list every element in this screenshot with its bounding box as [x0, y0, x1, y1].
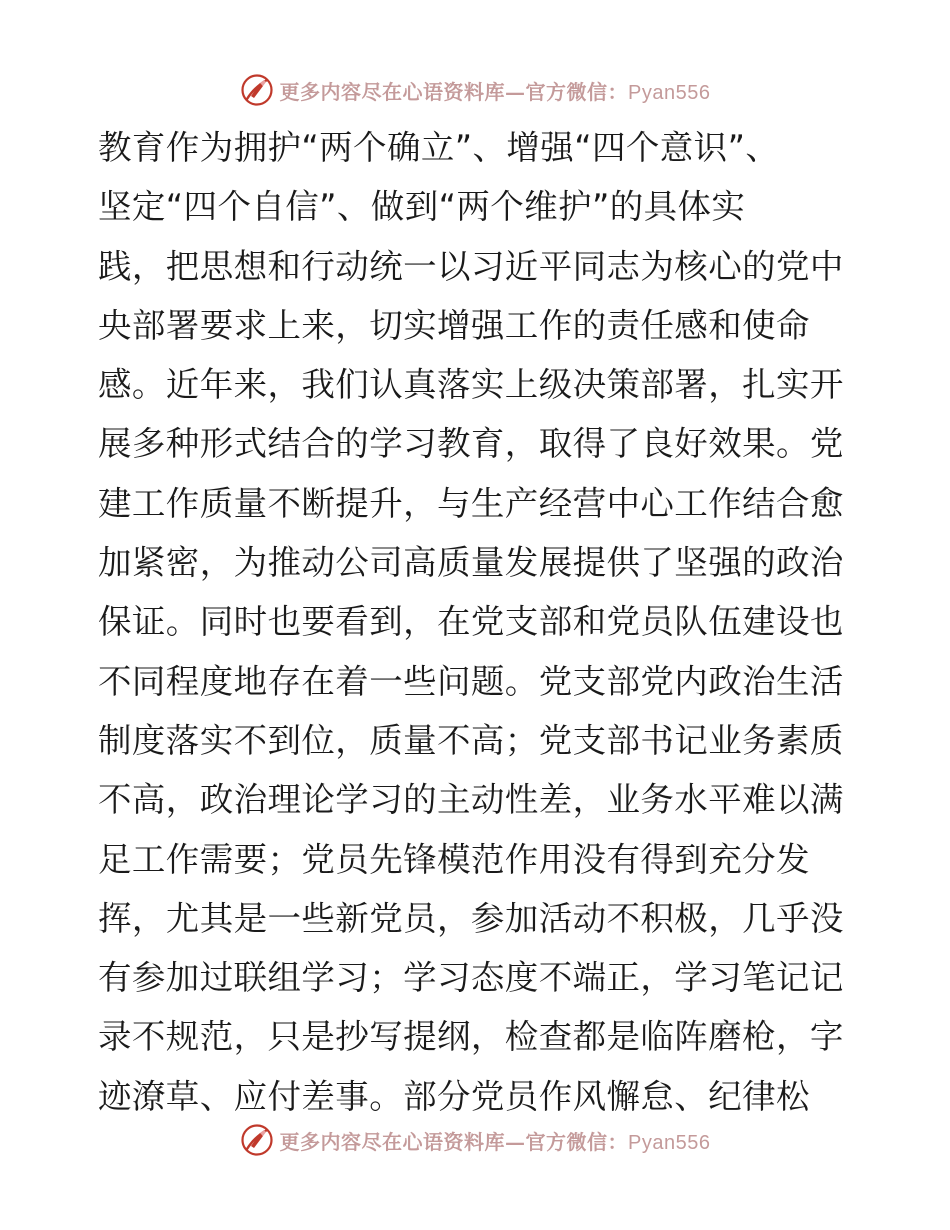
brand-logo-icon: [240, 73, 274, 107]
footer-banner-text: 更多内容尽在心语资料库—官方微信：: [279, 1129, 629, 1154]
text-line: 不高，政治理论学习的主动性差，业务水平难以满: [98, 780, 844, 820]
text-line: 迹潦草、应付差事。部分党员作风懈怠、纪律松: [98, 1076, 810, 1116]
text-line: 挥，尤其是一些新党员，参加活动不积极，几乎没: [98, 898, 844, 938]
text-line: 践，把思想和行动统一以习近平同志为核心的党中: [98, 246, 844, 286]
text-line: 感。近年来，我们认真落实上级决策部署，扎实开: [98, 365, 844, 405]
text-line: 有参加过联组学习；学习态度不端正，学习笔记记: [98, 958, 844, 998]
text-line: 展多种形式结合的学习教育，取得了良好效果。党: [98, 424, 844, 464]
header-banner-text: 更多内容尽在心语资料库—官方微信：: [279, 79, 629, 104]
text-line: 不同程度地存在着一些问题。党支部党内政治生活: [98, 661, 844, 701]
footer-banner-label: [280, 1126, 711, 1155]
text-line: 保证。同时也要看到，在党支部和党员队伍建设也: [98, 602, 844, 642]
header-banner: [0, 68, 950, 112]
footer-banner: [0, 1118, 950, 1162]
brand-logo-icon: [240, 1123, 274, 1157]
text-line: 录不规范，只是抄写提纲，检查都是临阵磨枪，字: [98, 1017, 844, 1057]
text-line: 足工作需要；党员先锋模范作用没有得到充分发: [98, 839, 810, 879]
text-line: 建工作质量不断提升，与生产经营中心工作结合愈: [98, 483, 844, 523]
header-wechat-id: Pyan556: [628, 81, 711, 104]
text-line: 央部署要求上来，切实增强工作的责任感和使命: [98, 305, 810, 345]
header-banner-label: [280, 76, 711, 105]
body-paragraph: [98, 118, 858, 1126]
text-line: 加紧密，为推动公司高质量发展提供了坚强的政治: [98, 543, 844, 583]
text-line: 制度落实不到位，质量不高；党支部书记业务素质: [98, 720, 844, 760]
footer-wechat-id: Pyan556: [628, 1131, 711, 1154]
text-line: 坚定“四个自信”、做到“两个维护”的具体实: [98, 187, 746, 227]
text-line: 教育作为拥护“两个确立”、增强“四个意识”、: [98, 128, 780, 167]
